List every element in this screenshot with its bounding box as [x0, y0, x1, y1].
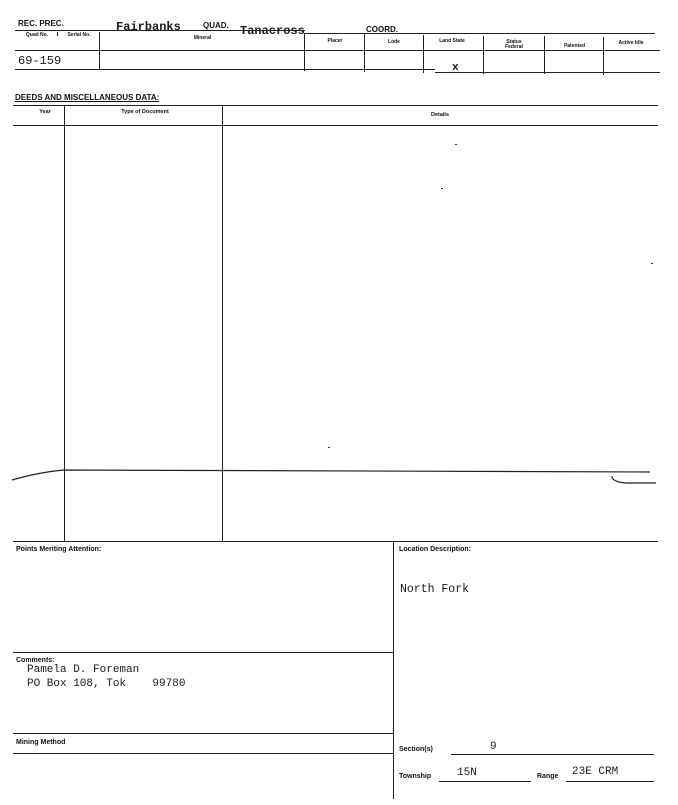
- col-divider: [57, 32, 58, 36]
- township-label: Township: [399, 773, 432, 780]
- deeds-header-rule: [13, 125, 658, 126]
- header-rule-right: [305, 33, 655, 34]
- record-row-rule-right: [435, 72, 660, 73]
- section-label: Section(s): [399, 746, 433, 753]
- location-value: North Fork: [400, 583, 470, 596]
- township-underline: [439, 781, 531, 782]
- col-divider: [603, 37, 604, 75]
- col-patented: Patented: [563, 43, 586, 49]
- range-underline: [566, 781, 654, 782]
- col-divider: [304, 33, 305, 71]
- township-value: 15N: [457, 767, 477, 779]
- col-active-idle: Active Idle: [618, 40, 644, 46]
- col-serial-no: Serial No.: [67, 32, 91, 38]
- lower-top-rule: [13, 541, 658, 542]
- deeds-title: DEEDS AND MISCELLANEOUS DATA:: [15, 93, 160, 102]
- comments-top-rule: [13, 652, 393, 653]
- col-divider: [99, 32, 100, 70]
- section-value: 9: [490, 741, 497, 753]
- col-quad-no: Quad No.: [25, 32, 49, 38]
- col-details: Details: [430, 112, 450, 118]
- col-divider: [364, 34, 365, 72]
- scan-speck: [441, 188, 443, 189]
- comments-line-2: PO Box 108, Tok 99780: [27, 678, 186, 690]
- points-label: Points Meriting Attention:: [16, 546, 102, 553]
- col-land-state: Land State: [439, 38, 465, 44]
- quad-value: Tanacross: [240, 24, 305, 38]
- deeds-top-rule: [13, 105, 658, 106]
- lower-center-divider: [393, 541, 394, 799]
- location-label: Location Description:: [399, 546, 471, 553]
- header-rule: [15, 30, 305, 31]
- col-status-federal: Status Federal: [505, 39, 523, 50]
- col-lode: Lode: [388, 39, 400, 45]
- section-underline: [451, 754, 654, 755]
- rec-prec-label: REC. PREC.: [18, 19, 64, 28]
- range-label: Range: [537, 773, 559, 780]
- comments-label: Comments:: [16, 657, 55, 664]
- col-placer: Placer: [327, 38, 343, 44]
- mining-bottom-rule: [13, 753, 393, 754]
- col-mineral: Mineral: [193, 35, 212, 41]
- col-divider: [544, 36, 545, 74]
- col-year: Year: [39, 109, 51, 115]
- land-state-mark: x: [452, 62, 459, 74]
- col-type-of-document: Type of Document: [121, 109, 169, 115]
- coord-label: COORD.: [366, 25, 398, 34]
- scan-speck: [328, 447, 330, 448]
- scan-speck: [651, 263, 653, 264]
- col-divider: [423, 35, 424, 73]
- column-header-rule: [15, 50, 660, 51]
- mining-label: Mining Method: [16, 739, 66, 746]
- rec-prec-value: Fairbanks: [116, 20, 181, 34]
- quad-serial-value: 69-159: [18, 54, 62, 68]
- fold-line: [0, 462, 678, 492]
- range-value: 23E CRM: [572, 766, 619, 778]
- comments-line-1: Pamela D. Foreman: [27, 664, 140, 676]
- mining-top-rule: [13, 733, 393, 734]
- col-divider: [483, 36, 484, 74]
- scan-speck: [455, 144, 457, 145]
- record-row-rule: [15, 69, 435, 70]
- quad-label: QUAD.: [203, 21, 229, 30]
